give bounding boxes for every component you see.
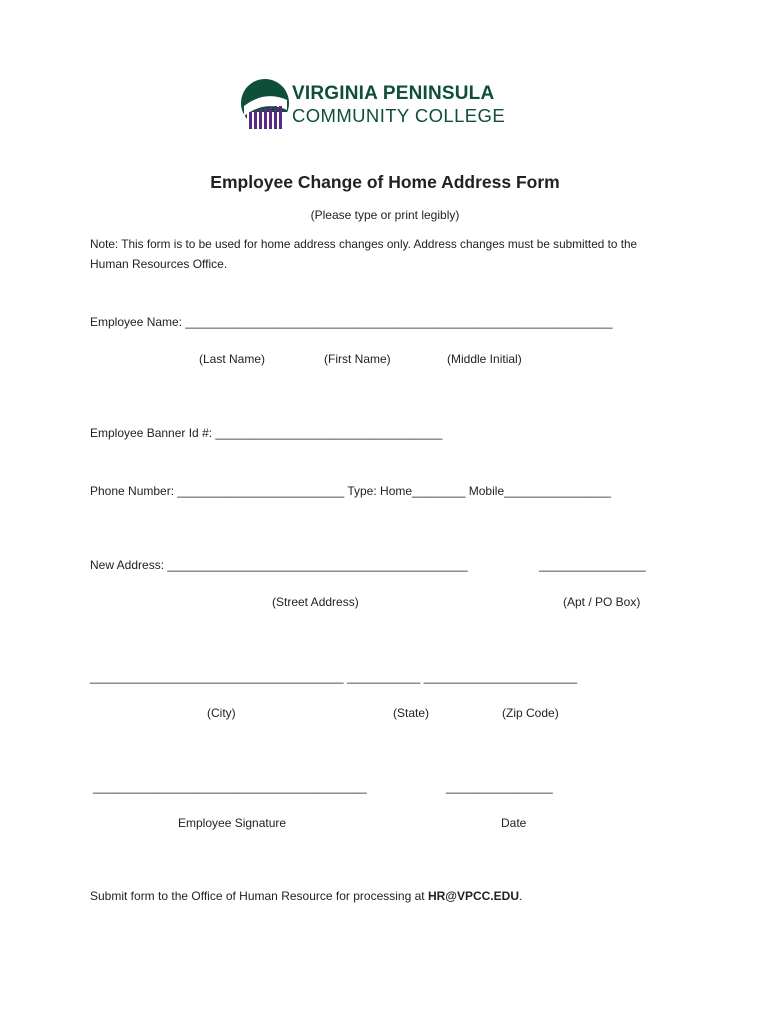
state-label: (State) [393,706,430,720]
city-state-zip-field[interactable]: ______________________________________ ___________ _______________________ [90,670,578,684]
hr-email-link[interactable]: HR@VPCC.EDU [427,889,519,903]
date-label: Date [501,816,527,830]
date-field[interactable]: ________________ [446,780,553,794]
logo-line-1: VIRGINIA PENINSULA [292,83,495,104]
employee-name-field[interactable]: Employee Name: ________________________________________________________________ [90,315,613,329]
submit-instructions-text: Submit form to the Office of Human Resource for processing at [90,889,428,903]
form-note-line-2: Human Resources Office. [90,257,228,271]
form-title: Employee Change of Home Address Form [210,172,560,192]
first-name-label: (First Name) [324,352,391,366]
banner-id-field[interactable]: Employee Banner Id #: __________________________________ [90,426,443,440]
form-instruction: (Please type or print legibly) [310,208,460,222]
submit-instructions [90,889,522,903]
signature-label: Employee Signature [178,816,287,830]
city-label: (City) [207,706,236,720]
logo-emblem-icon [240,76,292,132]
apt-po-box-label: (Apt / PO Box) [563,595,641,609]
logo-line-2: COMMUNITY COLLEGE [292,105,506,126]
phone-number-field[interactable]: Phone Number: _________________________ Type: Home________ Mobile________________ [90,484,611,498]
apt-po-box-field[interactable]: ________________ [539,558,646,572]
middle-initial-label: (Middle Initial) [447,352,522,366]
college-logo [240,74,530,136]
form-note-line-1: Note: This form is to be used for home address changes only. Address changes must be submitted to the [90,237,638,251]
signature-field[interactable]: _________________________________________ [93,780,367,794]
street-address-label: (Street Address) [272,595,359,609]
zip-code-label: (Zip Code) [502,706,559,720]
new-address-field[interactable]: New Address: _____________________________________________ [90,558,468,572]
submit-instructions-end: . [518,889,523,903]
last-name-label: (Last Name) [199,352,266,366]
